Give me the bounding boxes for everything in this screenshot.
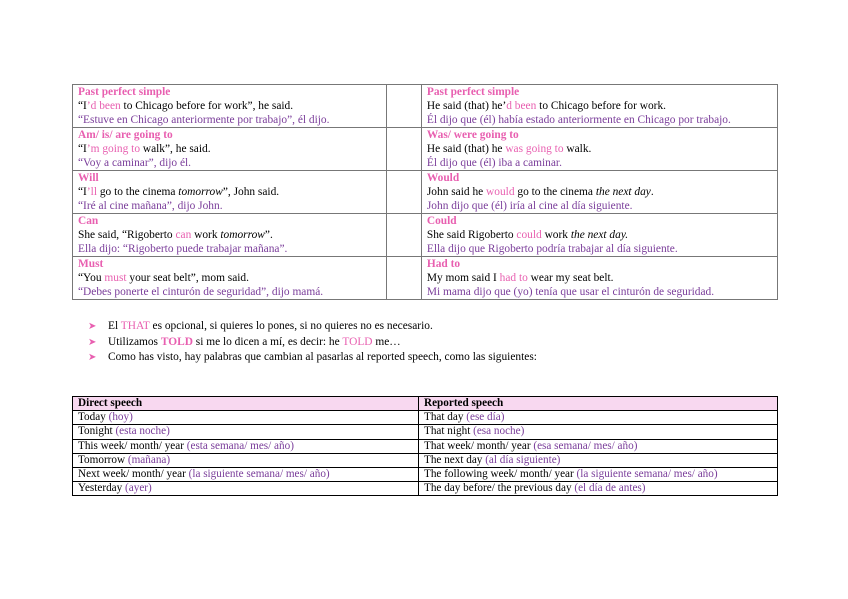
table-row xyxy=(73,468,778,482)
sentence-fragment: was going to xyxy=(505,143,564,155)
reported-speech-cell xyxy=(421,128,777,171)
spacer-cell xyxy=(386,214,421,257)
tense-row xyxy=(73,128,778,171)
sentence-fragment: the next day. xyxy=(570,229,629,241)
note-fragment: TOLD xyxy=(342,335,373,348)
spanish-translation: “Voy a caminar”, dijo él. xyxy=(78,157,192,169)
spacer-cell xyxy=(386,257,421,300)
arrow-bullet-icon: ➤ xyxy=(88,321,97,332)
spanish-expression: (al día siguiente) xyxy=(485,453,561,466)
note-fragment: me… xyxy=(372,335,401,348)
english-expression: This week/ month/ year xyxy=(78,439,184,452)
direct-speech-cell xyxy=(73,128,387,171)
sentence-fragment: the next day xyxy=(595,186,651,198)
spanish-expression: (esta noche) xyxy=(115,425,170,438)
direct-speech-cell xyxy=(73,85,387,128)
sentence-fragment: My mom said I xyxy=(426,272,500,284)
english-sentence xyxy=(427,185,772,199)
note-item xyxy=(88,350,537,366)
sentence-fragment: could xyxy=(516,229,542,241)
direct-speech-cell xyxy=(73,171,387,214)
spanish-expression: (esa semana/ mes/ año) xyxy=(533,439,638,452)
sentence-fragment: wear my seat belt. xyxy=(527,272,614,284)
sentence-fragment: She said Rigoberto xyxy=(426,229,517,241)
sentence-fragment: ”. xyxy=(264,229,273,241)
direct-speech-cell xyxy=(73,425,419,439)
reported-speech-cell xyxy=(419,425,778,439)
spanish-translation: John dijo que (él) iría al cine al día siguiente. xyxy=(426,200,633,212)
sentence-fragment: . xyxy=(650,186,654,198)
spanish-expression: (el día de antes) xyxy=(574,482,646,495)
spanish-translation: “Iré al cine mañana”, dijo John. xyxy=(78,200,223,212)
sentence-fragment: tomorrow xyxy=(178,186,223,198)
direct-speech-cell xyxy=(73,468,419,482)
reported-speech-cell xyxy=(419,411,778,425)
header-direct-speech: Direct speech xyxy=(73,397,419,411)
sentence-fragment: had to xyxy=(499,272,528,284)
spanish-translation: Ella dijo: “Rigoberto puede trabajar mañana”. xyxy=(78,243,288,255)
english-sentence xyxy=(427,142,772,156)
sentence-fragment: “You xyxy=(78,272,105,284)
english-sentence xyxy=(78,99,381,113)
note-fragment: TOLD xyxy=(160,335,193,348)
sentence-fragment: He said (that) he’ xyxy=(426,100,507,112)
tense-title: Am/ is/ are going to xyxy=(78,129,173,141)
english-sentence xyxy=(427,99,772,113)
direct-speech-cell xyxy=(73,453,419,467)
sentence-fragment: to Chicago before for work”, he said. xyxy=(120,100,294,112)
tense-comparison-table xyxy=(72,84,778,300)
table-row xyxy=(73,425,778,439)
sentence-fragment: tomorrow xyxy=(220,229,265,241)
english-sentence xyxy=(427,271,772,285)
note-fragment: THAT xyxy=(120,320,150,332)
reported-speech-cell xyxy=(421,171,777,214)
reported-speech-cell xyxy=(421,214,777,257)
spanish-translation: Él dijo que (él) había estado anteriormente en Chicago por trabajo. xyxy=(426,114,731,126)
spanish-expression: (ese día) xyxy=(466,411,505,424)
table-row xyxy=(73,411,778,425)
time-expressions-body xyxy=(73,397,778,496)
table-row xyxy=(73,482,778,496)
english-sentence xyxy=(78,142,381,156)
english-sentence xyxy=(78,271,381,285)
english-expression: That night xyxy=(424,425,471,438)
sentence-fragment: would xyxy=(486,186,515,198)
sentence-fragment: go to the cinema xyxy=(96,186,179,198)
sentence-fragment: ’m going to xyxy=(86,143,141,155)
reported-speech-cell xyxy=(421,257,777,300)
english-expression: Today xyxy=(78,411,106,424)
spacer-cell xyxy=(386,171,421,214)
spanish-translation: Mi mama dijo que (yo) tenía que usar el cinturón de seguridad. xyxy=(426,286,715,298)
english-expression: The day before/ the previous day xyxy=(424,482,572,495)
tense-row xyxy=(73,171,778,214)
spanish-translation: “Debes ponerte el cinturón de seguridad”, dijo mamá. xyxy=(78,286,324,298)
note-fragment: Como has visto, hay palabras que cambian al pasarlas al reported speech, como las siguientes: xyxy=(108,351,537,363)
table-row xyxy=(73,439,778,453)
english-sentence xyxy=(78,228,381,242)
note-fragment: El xyxy=(108,320,121,332)
tense-title: Past perfect simple xyxy=(78,86,171,98)
english-expression: The next day xyxy=(424,453,483,466)
note-item xyxy=(88,319,537,335)
header-reported-speech: Reported speech xyxy=(419,397,778,411)
tense-title: Will xyxy=(78,172,99,184)
sentence-fragment: d been xyxy=(506,100,537,112)
spanish-expression: (la siguiente semana/ mes/ año) xyxy=(188,468,330,481)
tense-title: Had to xyxy=(426,258,461,270)
tense-title: Could xyxy=(426,215,457,227)
notes-list xyxy=(88,319,537,366)
english-expression: Yesterday xyxy=(78,482,123,495)
tense-title: Can xyxy=(78,215,99,227)
sentence-fragment: ’ll xyxy=(86,186,97,198)
table-header-row xyxy=(73,397,778,411)
reported-speech-cell xyxy=(419,468,778,482)
sentence-fragment: your seat belt”, mom said. xyxy=(126,272,249,284)
sentence-fragment: ’d been xyxy=(86,100,121,112)
english-sentence xyxy=(78,185,381,199)
english-expression: That week/ month/ year xyxy=(424,439,531,452)
tense-row xyxy=(73,85,778,128)
tense-row xyxy=(73,257,778,300)
spanish-expression: (esa noche) xyxy=(473,425,525,438)
tense-title: Must xyxy=(78,258,104,270)
direct-speech-cell xyxy=(73,482,419,496)
reported-speech-cell xyxy=(419,439,778,453)
sentence-fragment: work xyxy=(191,229,221,241)
spanish-expression: (mañana) xyxy=(127,453,171,466)
spanish-expression: (ayer) xyxy=(125,482,152,495)
sentence-fragment: ”, John said. xyxy=(222,186,280,198)
sentence-fragment: work xyxy=(541,229,571,241)
spanish-translation: “Estuve en Chicago anteriormente por trabajo”, él dijo. xyxy=(78,114,330,126)
sentence-fragment: He said (that) he xyxy=(426,143,506,155)
reported-speech-cell xyxy=(421,85,777,128)
english-expression: Tomorrow xyxy=(78,453,126,466)
table-row xyxy=(73,453,778,467)
note-fragment: Utilizamos xyxy=(108,335,161,348)
arrow-bullet-icon: ➤ xyxy=(88,336,97,348)
direct-speech-cell xyxy=(73,411,419,425)
sentence-fragment: John said he xyxy=(426,186,487,198)
sentence-fragment: can xyxy=(175,229,192,241)
sentence-fragment: “I xyxy=(78,100,87,112)
note-fragment: es opcional, si quieres lo pones, si no quieres no es necesario. xyxy=(149,320,433,332)
sentence-fragment: walk. xyxy=(563,143,592,155)
sentence-fragment: to Chicago before for work. xyxy=(536,100,666,112)
sentence-fragment: go to the cinema xyxy=(514,186,596,198)
spanish-expression: (esta semana/ mes/ año) xyxy=(186,439,294,452)
direct-speech-cell xyxy=(73,439,419,453)
sentence-fragment: must xyxy=(104,272,127,284)
direct-speech-cell xyxy=(73,257,387,300)
english-expression: That day xyxy=(424,411,464,424)
note-item xyxy=(88,335,537,351)
sentence-fragment: “I xyxy=(78,143,87,155)
sentence-fragment: “I xyxy=(78,186,87,198)
tense-title: Would xyxy=(426,172,460,184)
spanish-expression: (hoy) xyxy=(108,411,133,424)
time-expressions-table xyxy=(72,396,778,496)
english-expression: Tonight xyxy=(78,425,113,438)
tense-title: Past perfect simple xyxy=(426,86,520,98)
tense-row xyxy=(73,214,778,257)
note-fragment: si me lo dicen a mí, es decir: he xyxy=(192,335,343,348)
english-expression: Next week/ month/ year xyxy=(78,468,186,481)
spanish-translation: Ella dijo que Rigoberto podría trabajar al día siguiente. xyxy=(426,243,678,255)
direct-speech-cell xyxy=(73,214,387,257)
english-sentence xyxy=(427,228,772,242)
spanish-translation: Él dijo que (él) iba a caminar. xyxy=(426,157,562,169)
spacer-cell xyxy=(386,85,421,128)
reported-speech-cell xyxy=(419,453,778,467)
english-expression: The following week/ month/ year xyxy=(424,468,574,481)
tense-title: Was/ were going to xyxy=(426,129,519,141)
sentence-fragment: walk”, he said. xyxy=(140,143,211,155)
arrow-bullet-icon: ➤ xyxy=(88,352,97,363)
spanish-expression: (la siguiente semana/ mes/ año) xyxy=(576,468,718,481)
reported-speech-cell xyxy=(419,482,778,496)
spacer-cell xyxy=(386,128,421,171)
sentence-fragment: She said, “Rigoberto xyxy=(78,229,176,241)
tense-comparison-body xyxy=(73,85,778,300)
